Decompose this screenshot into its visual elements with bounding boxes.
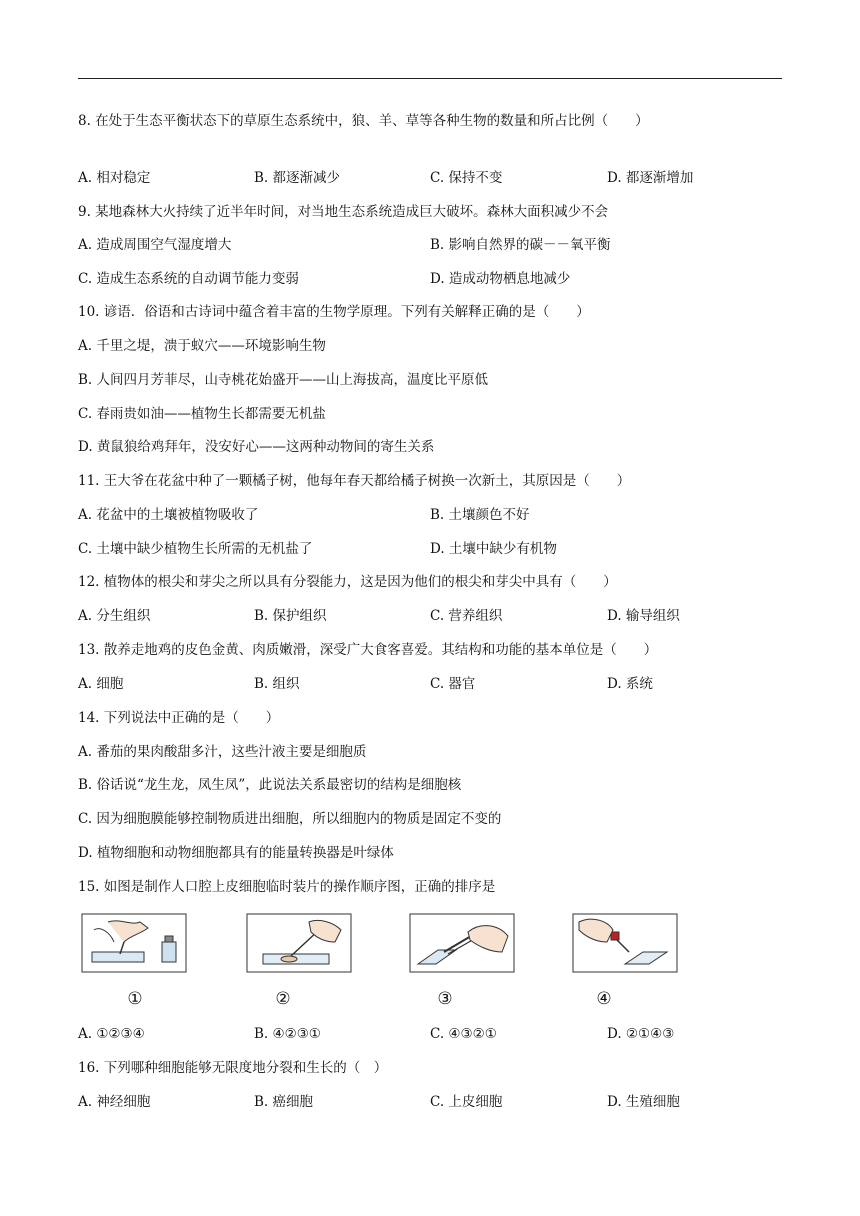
q10-option-a: A. 千里之堤，溃于蚁穴——环境影响生物 xyxy=(78,338,326,354)
question-10-stem: 10. 谚语．俗语和古诗词中蕴含着丰富的生物学原理。下列有关解释正确的是（ ） xyxy=(78,304,590,320)
q11-option-c: C. 土壤中缺少植物生长所需的无机盐了 xyxy=(78,541,313,557)
question-15-stem: 15. 如图是制作人口腔上皮细胞临时装片的操作顺序图，正确的排序是 xyxy=(78,879,496,895)
q15-option-c: C. ④③②① xyxy=(430,1026,497,1042)
q12-option-a: A. 分生组织 xyxy=(78,608,151,624)
q10-option-b: B. 人间四月芳菲尽，山寺桃花始盛开——山上海拔高，温度比平原低 xyxy=(78,372,489,388)
q9-option-a: A. 造成周围空气湿度增大 xyxy=(78,237,232,253)
q14-option-d: D. 植物细胞和动物细胞都具有的能量转换器是叶绿体 xyxy=(78,845,394,861)
q14-option-c: C. 因为细胞膜能够控制物质进出细胞，所以细胞内的物质是固定不变的 xyxy=(78,811,502,827)
q10-option-d: D. 黄鼠狼给鸡拜年，没安好心——这两种动物间的寄生关系 xyxy=(78,439,435,455)
question-8-stem: 8. 在处于生态平衡状态下的草原生态系统中，狼、羊、草等各种生物的数量和所占比例（ ） xyxy=(78,113,649,129)
question-11-stem: 11. 王大爷在花盆中种了一颗橘子树，他每年春天都给橘子树换一次新土，其原因是（ ） xyxy=(78,473,631,489)
q8-option-d: D. 都逐渐增加 xyxy=(607,170,694,186)
figure-label-1: ① xyxy=(127,989,143,1009)
question-16-stem: 16. 下列哪种细胞能够无限度地分裂和生长的（ ） xyxy=(78,1060,388,1076)
question-14-stem: 14. 下列说法中正确的是（ ） xyxy=(78,710,280,726)
q16-option-a: A. 神经细胞 xyxy=(78,1094,151,1110)
q14-option-a: A. 番茄的果肉酸甜多汁，这些汁液主要是细胞质 xyxy=(78,744,367,760)
procedure-figure-4 xyxy=(571,912,679,974)
q15-option-b: B. ④②③① xyxy=(254,1026,321,1042)
q10-option-c: C. 春雨贵如油——植物生长都需要无机盐 xyxy=(78,406,326,422)
question-13-stem: 13. 散养走地鸡的皮色金黄、肉质嫩滑，深受广大食客喜爱。其结构和功能的基本单位是（ ） xyxy=(78,642,658,658)
q9-option-b: B. 影响自然界的碳－－氧平衡 xyxy=(430,237,611,253)
figure-label-3: ③ xyxy=(437,989,453,1009)
q12-option-c: C. 营养组织 xyxy=(430,608,503,624)
q12-option-b: B. 保护组织 xyxy=(254,608,327,624)
q13-option-d: D. 系统 xyxy=(607,676,653,692)
q11-option-a: A. 花盆中的土壤被植物吸收了 xyxy=(78,507,259,523)
question-9-stem: 9. 某地森林大火持续了近半年时间，对当地生态系统造成巨大破坏。森林大面积减少不会 xyxy=(78,204,609,220)
question-12-stem: 12. 植物体的根尖和芽尖之所以具有分裂能力，这是因为他们的根尖和芽尖中具有（ ） xyxy=(78,574,617,590)
q13-option-c: C. 器官 xyxy=(430,676,476,692)
q9-option-d: D. 造成动物栖息地减少 xyxy=(430,271,571,287)
q16-option-b: B. 癌细胞 xyxy=(254,1094,314,1110)
q16-option-d: D. 生殖细胞 xyxy=(607,1094,680,1110)
procedure-figure-3 xyxy=(408,912,516,974)
q11-option-d: D. 土壤中缺少有机物 xyxy=(430,541,557,557)
procedure-figure-1 xyxy=(80,912,188,974)
q15-option-d: D. ②①④③ xyxy=(607,1026,675,1042)
q9-option-c: C. 造成生态系统的自动调节能力变弱 xyxy=(78,271,299,287)
q8-option-c: C. 保持不变 xyxy=(430,170,503,186)
q13-option-a: A. 细胞 xyxy=(78,676,124,692)
header-rule xyxy=(78,78,782,79)
q13-option-b: B. 组织 xyxy=(254,676,300,692)
procedure-figure-2 xyxy=(245,912,353,974)
q12-option-d: D. 输导组织 xyxy=(607,608,680,624)
q14-option-b: B. 俗话说“龙生龙，凤生凤”，此说法关系最密切的结构是细胞核 xyxy=(78,777,462,793)
q15-option-a: A. ①②③④ xyxy=(78,1026,145,1042)
q16-option-c: C. 上皮细胞 xyxy=(430,1094,503,1110)
figure-label-4: ④ xyxy=(596,989,612,1009)
q8-option-a: A. 相对稳定 xyxy=(78,170,151,186)
q8-option-b: B. 都逐渐减少 xyxy=(254,170,341,186)
figure-label-2: ② xyxy=(275,989,291,1009)
q11-option-b: B. 土壤颜色不好 xyxy=(430,507,530,523)
